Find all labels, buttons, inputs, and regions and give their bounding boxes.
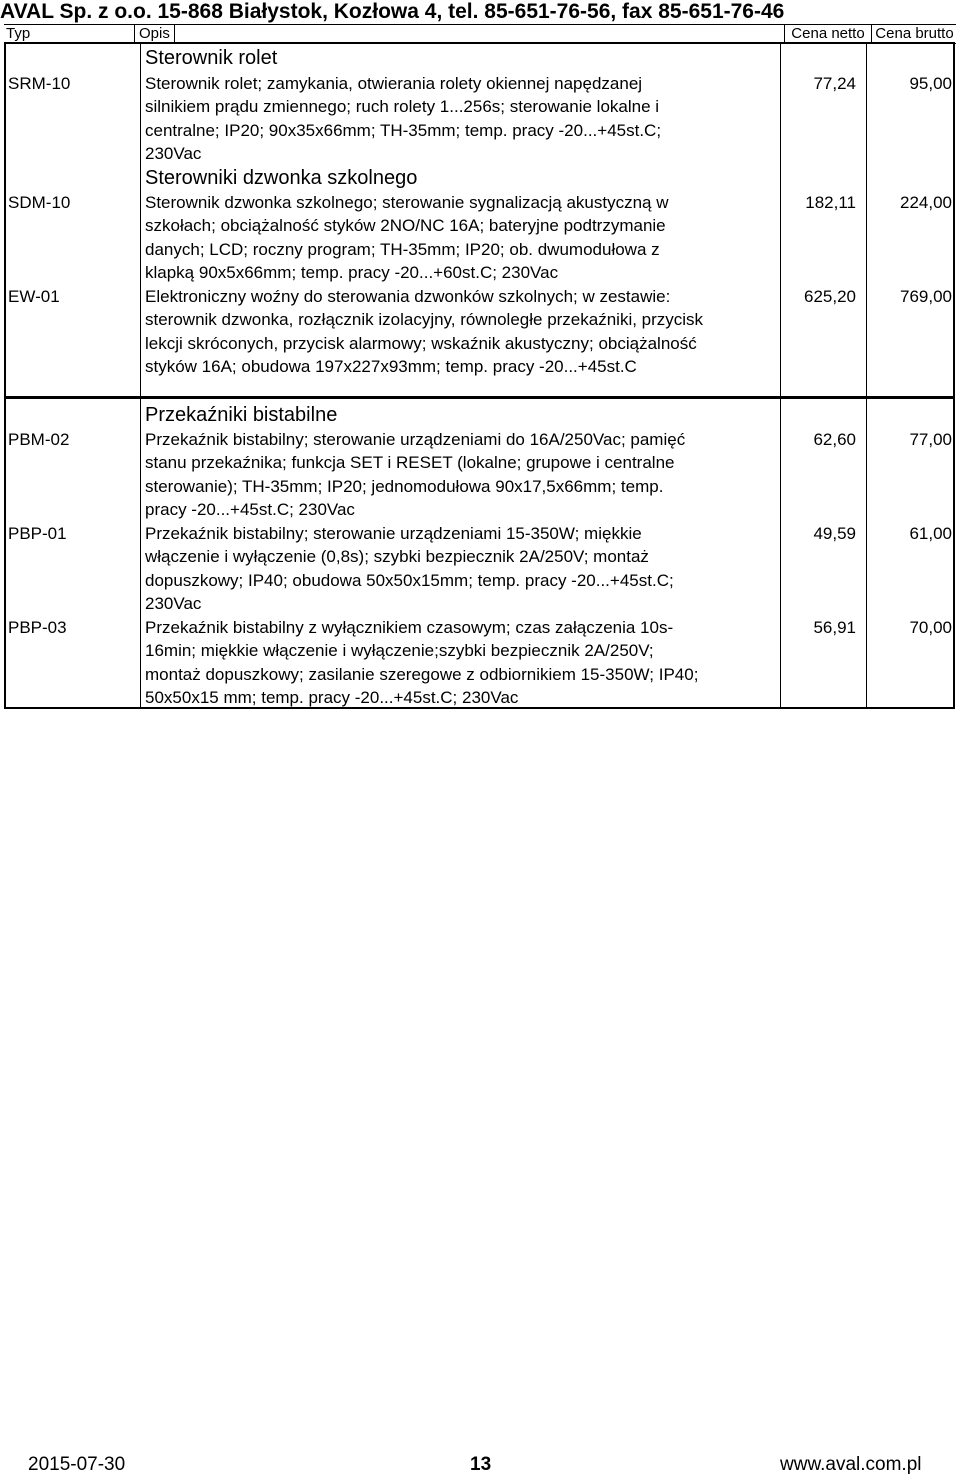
section-title: Sterownik rolet — [145, 47, 278, 69]
item-price-netto: 77,24 — [813, 74, 856, 93]
item-price-brutto: 769,00 — [900, 287, 952, 306]
item-type: EW-01 — [8, 287, 60, 306]
item-price-brutto: 77,00 — [909, 430, 952, 449]
item-type: PBP-01 — [8, 524, 67, 543]
col-brutto-header: Cena brutto — [871, 25, 957, 43]
item-description: Przekaźnik bistabilny; sterowanie urządzeniami 15-350W; miękkie włączenie i wyłączenie (0,8s); szybki bezpiecznik 2A/250V; montaż dopuszkowy; IP40; obudowa 50x50x15mm; temp. pracy -20...+45st.C; 230Vac — [145, 524, 674, 613]
footer-url[interactable]: www.aval.com.pl — [780, 1454, 922, 1475]
col-typ-header: Typ — [6, 25, 31, 42]
item-type: PBM-02 — [8, 430, 70, 449]
col-opis-header: Opis — [134, 25, 175, 43]
item-description: Przekaźnik bistabilny; sterowanie urządzeniami do 16A/250Vac; pamięć stanu przekaźnika; funkcja SET i RESET (lokalne; grupowe i centralne sterowanie); TH-35mm; IP20; jednomodułowa 90x17,5x66mm; temp. pracy -20...+45st.C; 230Vac — [145, 430, 686, 519]
section-title: Przekaźniki bistabilne — [145, 404, 338, 426]
page-number: 13 — [470, 1454, 492, 1475]
item-description: Elektroniczny woźny do sterowania dzwonków szkolnych; w zestawie: sterownik dzwonka, rozłącznik izolacyjny, równoległe przekaźniki, przycisk lekcji skróconych, przycisk alarmowy; wskaźnik akustyczny; obciążalność styków 16A; obudowa 197x227x93mm; temp. pracy -20...+45st.C — [145, 287, 704, 376]
item-price-netto: 62,60 — [813, 430, 856, 449]
table-header — [4, 24, 956, 44]
item-price-brutto: 224,00 — [900, 193, 952, 212]
item-price-netto: 56,91 — [813, 618, 856, 637]
col-netto-header: Cena netto — [784, 25, 871, 43]
item-price-brutto: 70,00 — [909, 618, 952, 637]
item-price-brutto: 61,00 — [909, 524, 952, 543]
item-price-brutto: 95,00 — [909, 74, 952, 93]
item-price-netto: 49,59 — [813, 524, 856, 543]
item-price-netto: 182,11 — [805, 193, 856, 212]
item-description: Przekaźnik bistabilny z wyłącznikiem czasowym; czas załączenia 10s- 16min; miękkie włączenie i wyłączenie;szybki bezpiecznik 2A/250V; montaż dopuszkowy; zasilanie szeregowe z odbiornikiem 15-350W; IP40; 50x50x15 mm; temp. pracy -20...+45st.C; 230Vac — [145, 618, 699, 707]
item-description: Sterownik rolet; zamykania, otwierania rolety okiennej napędzanej silnikiem prądu zmiennego; ruch rolety 1...256s; sterowanie lokalne i centralne; IP20; 90x35x66mm; TH-35mm; temp. pracy -20...+45st.C; 230Vac — [145, 74, 662, 163]
item-type: SDM-10 — [8, 193, 71, 212]
item-type: SRM-10 — [8, 74, 71, 93]
item-price-netto: 625,20 — [804, 287, 856, 306]
item-description: Sterownik dzwonka szkolnego; sterowanie sygnalizacją akustyczną w szkołach; obciążalność styków 2NO/NC 16A; bateryjne podtrzymanie danych; LCD; roczny program; TH-35mm; IP20; ob. dwumodułowa z klapką 90x5x66mm; temp. pracy -20...+60st.C; 230Vac — [145, 193, 669, 282]
footer-date: 2015-07-30 — [28, 1454, 126, 1475]
item-type: PBP-03 — [8, 618, 67, 637]
company-header: AVAL Sp. z o.o. 15-868 Białystok, Kozłowa 4, tel. 85-651-76-56, fax 85-651-76-46 — [0, 0, 785, 23]
section-title: Sterowniki dzwonka szkolnego — [145, 167, 418, 189]
